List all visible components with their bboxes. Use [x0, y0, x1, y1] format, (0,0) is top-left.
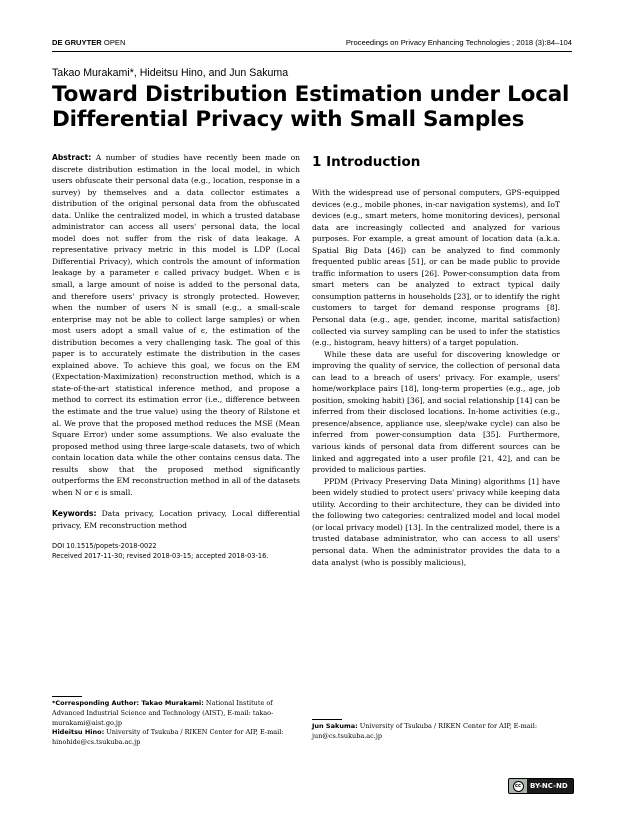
section-heading: 1 Introduction	[312, 154, 421, 170]
right-column	[312, 152, 560, 568]
footnote-rule-left	[52, 696, 82, 697]
doi-line[interactable]: DOI 10.1515/popets-2018-0022	[52, 541, 157, 550]
creative-commons-icon: cc	[509, 779, 527, 793]
publisher-name: DE GRUYTER OPEN	[52, 38, 126, 47]
intro-paragraph-1: With the widespread use of personal computers, GPS-equipped devices (e.g., mobile phones, in-car navigation systems), and IoT devices (e.g., smart meters, home monitoring devices), personal data are increasingly collected and analyzed for various purposes. For example, a great amount of location data (a.k.a. Spatial Big Data [46]) can be analyzed to find commonly frequented public areas [51], or can be made public to provide traffic information to users [26]. Power-consumption data from smart meters can be analyzed to extract typical daily consumption patterns in households [23], or to identify the right customers to target for demand response programs [8]. Personal data (e.g., age, gender, income, marital satisfaction) collected via survey sampling can be used to infer the statistics (e.g., histogram, heavy hitters) of a target population.	[312, 188, 560, 348]
license-label: BY-NC-ND	[530, 782, 568, 790]
abstract-text: A number of studies have recently been made on discrete distribution estimation in the local model, in which users obfuscate their personal data (e.g., location, response in a survey) by themselves and a data collector estimates a distribution of the original personal data from the obfuscated data. Unlike the centralized model, in which a trusted database administrator can access all users' personal data, the local model does not suffer from the risk of data leakage. A representative privacy metric in this model is LDP (Local Differential Privacy), which controls the amount of information leakage by a parameter ϵ called privacy budget. When ϵ is small, a large amount of noise is added to the personal data, and therefore users' privacy is strongly protected. However, when the number of users N is small (e.g., a small-scale enterprise may not be able to collect large samples) or when most users adopt a small value of ϵ, the estimation of the distribution becomes a very challenging task. The goal of this paper is to accurately estimate the distribution in the cases explained above. To achieve this goal, we focus on the EM (Expectation-Maximization) reconstruction method, which is a state-of-the-art statistical inference method, and propose a method to correct its estimation error (i.e., difference between the estimate and the true value) using the theory of Rilstone et al. We prove that the proposed method reduces the MSE (Mean Square Error) under some assumptions. We also evaluate the proposed method using three large-scale datasets, two of which contain location data while the other contains census data. The results show that the proposed method significantly outperforms the EM reconstruction method in all of the datasets when N or ϵ is small.	[52, 153, 300, 497]
footnote-sakuma: Jun Sakuma: University of Tsukuba / RIKEN Center for AIP, E-mail: jun@cs.tsukuba.ac.jp	[312, 722, 538, 740]
left-column	[52, 152, 300, 561]
keywords	[52, 508, 300, 531]
footnote-right	[312, 722, 560, 742]
footnote-left	[52, 699, 300, 748]
paper-title: Toward Distribution Estimation under Local Differential Privacy with Small Samples	[52, 82, 570, 132]
header-rule	[52, 51, 572, 52]
keywords-text: Data privacy, Location privacy, Local differential privacy, EM reconstruction method	[52, 509, 300, 530]
running-header	[52, 38, 572, 47]
footnote-corresponding: *Corresponding Author: Takao Murakami: National Institute of Advanced Industrial Science and Technology (AIST), E-mail: takao-murakami@aist.go.jp	[52, 699, 274, 727]
footnote-rule-right	[312, 719, 342, 720]
intro-paragraph-3: PPDM (Privacy Preserving Data Mining) algorithms [1] have been widely studied to protect users' privacy while keeping data utility. According to their architecture, they can be divided into the following two categories: centralized model and local model (or local privacy model) [13]. In the centralized model, there is a trusted database administrator, who can access to all users' personal data. When the administrator provides the data to a data analyst (who is possibly malicious),	[312, 476, 560, 567]
journal-citation: Proceedings on Privacy Enhancing Technologies ; 2018 (3):84–104	[345, 38, 572, 47]
abstract-label: Abstract:	[52, 153, 92, 162]
abstract	[52, 152, 300, 498]
author-list: Takao Murakami*, Hideitsu Hino, and Jun Sakuma	[52, 67, 289, 79]
intro-paragraph-2: While these data are useful for discovering knowledge or improving the quality of service, the collection of personal data can lead to a breach of users' privacy. For example, users' home/workplace pairs [18], long-term properties (e.g., age, job position, smoking habit) [36], and social relationship [14] can be inferred from their disclosed locations. In-home activities (e.g., presence/absence, appliance use, sleep/wake cycle) can also be inferred from power-consumption data [35]. Furthermore, various kinds of personal data from different sources can be linked and aggregated into a user profile [21, 42], and can be provided to malicious parties.	[312, 349, 560, 475]
keywords-label: Keywords:	[52, 509, 97, 519]
received-dates: Received 2017-11-30; revised 2018-03-15; accepted 2018-03-16.	[52, 551, 269, 560]
cc-license-badge[interactable]	[508, 778, 574, 794]
footnote-hino: Hideitsu Hino: University of Tsukuba / RIKEN Center for AIP, E-mail: hinohide@cs.tsukuba.ac.jp	[52, 728, 284, 747]
